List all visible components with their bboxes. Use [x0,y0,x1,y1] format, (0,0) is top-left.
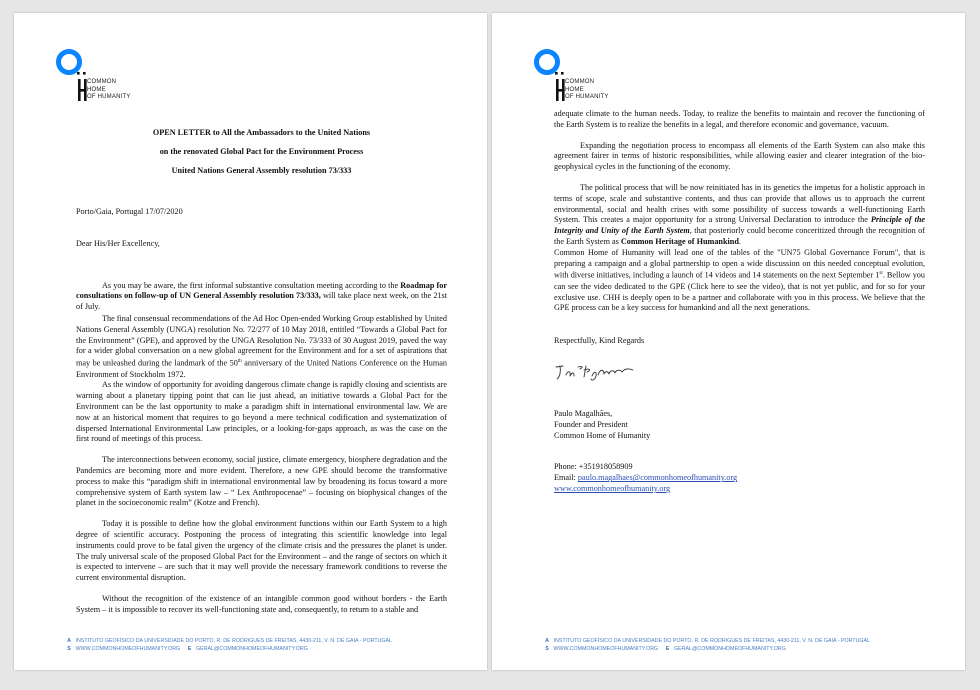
page-1-footer [64,637,447,653]
email-label: Email: [554,473,578,483]
page-2-footer [542,637,925,653]
chh-logo [54,45,174,115]
signature [554,357,925,387]
paragraph-3-text-c: . [738,236,741,246]
chh-logo-icon [54,45,88,107]
logo-line-1: COMMON [565,79,595,85]
letter-page-2 [492,13,965,670]
page-2-paragraph-2: Expanding the negotiation process to encompass all elements of the Earth System can also make this agreement fairer in terms of historic responsibilities, while allowing easier and clearer integration of the bio-geophysical cycles in the functioning of the economy. [554,140,925,172]
paragraph-1-text-a: As you may be aware, the first informal substantive consultation meeting according to the [102,280,401,290]
superscript-st: st [879,271,883,277]
letter-page-1 [14,13,487,670]
footer-email[interactable]: GERAL@COMMONHOMEOFHUMANITY.ORG [196,646,308,652]
website-line [554,484,925,495]
letter-title-line-1: OPEN LETTER to All the Ambassadors to the United Nations [152,128,371,137]
site-label: S [545,646,549,652]
email-label: E [665,646,670,652]
paragraph-3-text-a: The political process that will be now reinitiated has in its genetics the impetus for a holistic approach in terms of scope, scale and substantive contents, and thus can provide that allows us to approach the current environmental, social and health crises with some possibility of success towards a well-functioning Earth System. This creates a major opportunity for a strong Universal Declaration to introduce the [554,182,925,225]
letter-title-line-3: United Nations General Assembly resolution 73/333 [171,166,352,176]
principle-bold-italic: Principle of the Integrity and Unity of the Earth System [554,215,926,236]
address-label: A [67,638,71,644]
logo-line-3: OF HUMANITY [87,94,131,100]
chh-logo [532,45,652,115]
page-1-body [76,128,447,616]
site-label: S [67,646,71,652]
paragraph-4: The interconnections between economy, social justice, climate emergency, biosphere degradation and the Pandemics are becoming more and more evident. Therefore, a new GPE should become the transformative process to make this “paradigm shift in international environmental law by broadening its focus toward a more comprehensive system of Earth system law – “ Lex Anthropocenae” – focusing on biophysical changes of the planet in the socioeconomic realm” (Kotze and French). [76,455,447,508]
letter-title-line-2: on the renovated Global Pact for the Environment Process [159,147,364,157]
footer-site[interactable]: WWW.COMMONHOMEOFHUMANITY.ORG [553,646,659,652]
footer-address: INSTITUTO GEOFÍSICO DA UNIVERSIDADE DO PORTO, R. DE RODRIGUES DE FREITAS, 4430-211, V. N. DE GAIA - PORTUGAL [553,638,870,644]
logo-line-3: OF HUMANITY [565,94,609,100]
page-2-paragraph-1: adequate climate to the human needs. Today, to realize the benefits to maintain and recover the functioning of the Earth System is to realize the benefits in a legal, and therefore economic and governance, vacuum. [554,109,925,129]
paragraph-1-text-b: will take place next week, on the 21st of July. [76,291,447,312]
email-label: E [187,646,192,652]
signer-role: Founder and President [554,419,628,429]
paragraph-4-text-b: . Bellow you can see the video dedicated to the GPE (Click here to see the video), that is not yet public, and for so for your exclusive use. CHH is deeply open to be a partner and collaborate with you in this process. We believe that the GPE process can be a key success for humankind and all the next generations. [554,271,925,313]
signer-name: Paulo Magalhães, [554,409,613,419]
footer-contact-row [64,645,447,653]
footer-email[interactable]: GERAL@COMMONHOMEOFHUMANITY.ORG [674,646,786,652]
page-2-paragraph-4 [554,248,925,315]
place-date: Porto/Gaia, Portugal 17/07/2020 [76,206,183,216]
website-link[interactable]: www.commonhomeofhumanity.org [554,484,671,494]
logo-line-2: HOME [87,86,106,93]
email-line [554,473,925,484]
page-2-paragraph-3 [554,183,925,248]
salutation: Dear His/Her Excellency, [76,238,160,248]
page-2-body [554,109,925,495]
chh-logo-icon [532,45,566,107]
superscript-th: th [237,359,242,365]
signature-image [554,357,644,387]
paragraph-3-text-b: , that posteriorly could become conceritized through the recognition of the Earth System as [554,226,925,246]
paragraph-3: As the window of opportunity for avoiding dangerous climate change is rapidly closing and scientists are warning about a planetary tipping point that can lie just ahead, an initiative towards a Global Pact for the Environment can be the last opportunity to make a paradigm shift in international environmental law. We are now at an historical moment that requires to go beyond a mere technical codification and systematization of dispersed International Environmental Law principles, or a looking-for-gaps approach, as was the case on the first round of meetings of this process. [76,380,447,444]
footer-address-row [542,637,925,645]
common-heritage-bold: Common Heritage of Humankind [620,236,739,246]
address-label: A [545,638,549,644]
logo-line-2: HOME [565,86,584,93]
paragraph-5: Today it is possible to define how the global environment functions within our Earth System to a high degree of scientific accuracy. Postponing the process of integrating this scientific knowledge into legal instruments could prove to be fatal given the urgency of the climate crisis and the pressures the planet is under. The truly universal scale of the proposed Global Pact for the Environment – and the range of sectors on which it is expected to intervene – are such that it may well provide the necessary framework conditions to reverse the current environmental disruption. [76,519,447,583]
roadmap-bold: Roadmap for consultations on follow-up of UN General Assembly resolution 73/333, [76,280,447,301]
footer-address-row [64,637,447,645]
closing: Respectfully, Kind Regards [554,336,645,346]
paragraph-2-text-b: anniversary of the United Nations Conference on the Human Environment of Stockholm 1972. [76,358,447,379]
email-link[interactable]: paulo.magalhaes@commonhomeofhumanity.org [577,473,738,483]
paragraph-2 [76,314,447,381]
paragraph-2-text-a: The final consensual recommendations of the Ad Hoc Open-ended Working Group established by United Nations General Assembly (UNGA) resolution No. 72/277 of 10 May 2018, entitled “Towards a Global Pact for the Environment” (GPE), and approved by the UNGA Resolution No. 73/333 of 30 August 2019, paved the way for a wider global conversation on a new global agreement for the Environment and for a set of aspirations that may be unleashed during the landmark of the 50 [76,313,447,368]
logo-text [87,79,131,102]
logo-text [565,79,609,102]
phone: Phone: +351918058909 [554,462,633,472]
footer-address: INSTITUTO GEOFÍSICO DA UNIVERSIDADE DO PORTO, R. DE RODRIGUES DE FREITAS, 4430-211, V. N. DE GAIA - PORTUGAL [75,638,392,644]
signer-org: Common Home of Humanity [554,430,651,440]
logo-line-1: COMMON [87,79,117,85]
paragraph-4-text-a: Common Home of Humanity will lead one of the tables of the "UN75 Global Governance Forum", that is preparing a campaign and a global partnership to open a wide discussion on this needed conceptual evolution, with diverse initiatives, including a launch of 14 videos and 14 statements on the next September 1 [554,247,925,281]
footer-contact-row [542,645,925,653]
paragraph-6: Without the recognition of the existence of an intangible common good without borders - the Earth System – it is impossible to recover its well-functioning state and, consequently, to return to a stable and [76,594,447,614]
footer-site[interactable]: WWW.COMMONHOMEOFHUMANITY.ORG [75,646,181,652]
paragraph-1 [76,281,447,313]
